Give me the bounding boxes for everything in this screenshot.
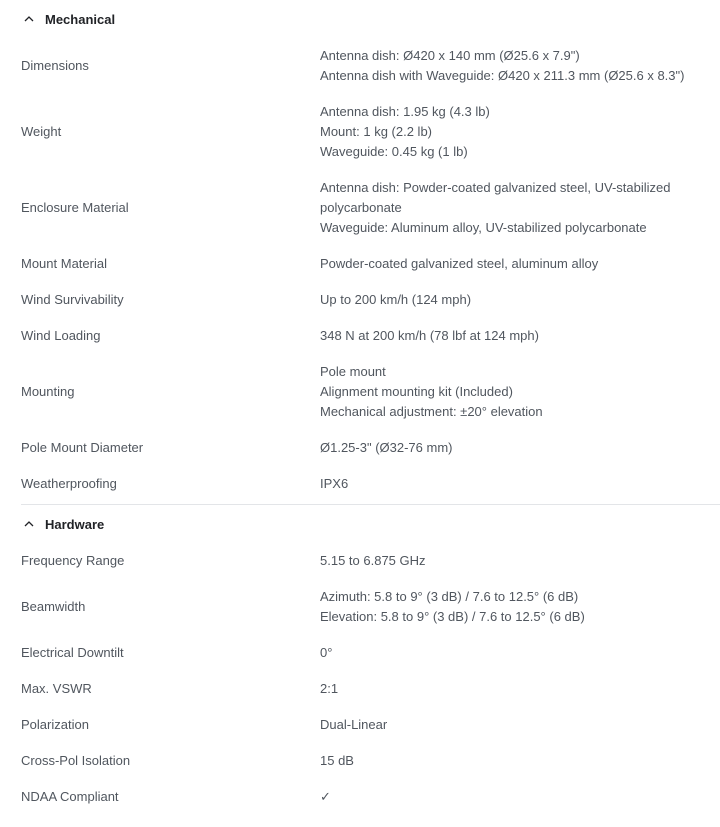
spec-label: Enclosure Material (21, 200, 129, 215)
section-title: Hardware (45, 516, 105, 532)
spec-value (320, 715, 720, 735)
spec-value (320, 587, 720, 627)
spec-value (320, 787, 720, 807)
spec-value (320, 551, 720, 571)
spec-value-line: Up to 200 km/h (124 mph) (320, 292, 472, 307)
spec-value-line: Waveguide: Aluminum alloy, UV-stabilized polycarbonate (320, 220, 647, 235)
spec-value-line: Antenna dish: 1.95 kg (4.3 lb) (320, 104, 490, 119)
spec-row (21, 430, 720, 466)
spec-row (21, 354, 720, 430)
spec-row (21, 779, 720, 815)
spec-label: Wind Loading (21, 328, 101, 343)
spec-value (320, 362, 720, 422)
spec-value-line: Elevation: 5.8 to 9° (3 dB) / 7.6 to 12.5° (6 dB) (320, 609, 585, 624)
spec-row (21, 282, 720, 318)
section-header-hardware[interactable] (21, 505, 720, 543)
spec-value-line: 5.15 to 6.875 GHz (320, 553, 426, 568)
spec-value-line: ✓ (320, 789, 331, 804)
spec-row (21, 579, 720, 635)
spec-value-line: 348 N at 200 km/h (78 lbf at 124 mph) (320, 328, 539, 343)
spec-value-line: Mechanical adjustment: ±20° elevation (320, 404, 543, 419)
spec-label: Dimensions (21, 58, 89, 73)
spec-value-line: Ø1.25-3" (Ø32-76 mm) (320, 440, 453, 455)
spec-row (21, 671, 720, 707)
spec-value (320, 102, 720, 162)
spec-label: NDAA Compliant (21, 789, 119, 804)
spec-value-line: Waveguide: 0.45 kg (1 lb) (320, 144, 468, 159)
spec-row (21, 318, 720, 354)
spec-value-line: Powder-coated galvanized steel, aluminum alloy (320, 256, 599, 271)
spec-value-line: Dual-Linear (320, 717, 388, 732)
spec-value (320, 474, 720, 494)
spec-label: Frequency Range (21, 553, 125, 568)
spec-label: Mounting (21, 384, 75, 399)
spec-label: Beamwidth (21, 599, 86, 614)
spec-value-line: 15 dB (320, 753, 354, 768)
spec-label: Electrical Downtilt (21, 645, 124, 660)
section-hardware (0, 505, 720, 815)
section-header-mechanical[interactable] (21, 0, 720, 38)
spec-row (21, 170, 720, 246)
spec-label: Cross-Pol Isolation (21, 753, 131, 768)
spec-label: Weight (21, 124, 62, 139)
spec-row (21, 543, 720, 579)
spec-label: Pole Mount Diameter (21, 440, 144, 455)
spec-value (320, 751, 720, 771)
spec-label: Wind Survivability (21, 292, 124, 307)
spec-rows-mechanical (21, 38, 720, 502)
spec-value-line: Pole mount (320, 364, 386, 379)
spec-value-line: Alignment mounting kit (Included) (320, 384, 513, 399)
spec-value-line: Azimuth: 5.8 to 9° (3 dB) / 7.6 to 12.5° (6 dB) (320, 589, 579, 604)
spec-value (320, 46, 720, 86)
spec-value-line: Antenna dish: Ø420 x 140 mm (Ø25.6 x 7.9") (320, 48, 580, 63)
spec-label: Weatherproofing (21, 476, 117, 491)
section-title: Mechanical (45, 11, 116, 27)
spec-value-line: Mount: 1 kg (2.2 lb) (320, 124, 432, 139)
spec-row (21, 707, 720, 743)
spec-value (320, 679, 720, 699)
spec-value (320, 290, 720, 310)
spec-rows-hardware (21, 543, 720, 815)
spec-value-line: IPX6 (320, 476, 349, 491)
spec-value (320, 178, 720, 238)
spec-value-line: 2:1 (320, 681, 339, 696)
spec-row (21, 635, 720, 671)
spec-value-line: Antenna dish with Waveguide: Ø420 x 211.3 mm (Ø25.6 x 8.3") (320, 68, 685, 83)
spec-value (320, 254, 720, 274)
spec-row (21, 38, 720, 94)
spec-row (21, 466, 720, 502)
spec-label: Polarization (21, 717, 89, 732)
chevron-up-icon (24, 14, 34, 24)
spec-value-line: Antenna dish: Powder-coated galvanized steel, UV-stabilized polycarbonate (320, 180, 671, 215)
spec-value (320, 326, 720, 346)
spec-row (21, 743, 720, 779)
spec-row (21, 246, 720, 282)
spec-value-line: 0° (320, 645, 333, 660)
chevron-up-icon (24, 519, 34, 529)
spec-label: Mount Material (21, 256, 107, 271)
spec-label: Max. VSWR (21, 681, 92, 696)
spec-row (21, 94, 720, 170)
spec-value (320, 438, 720, 458)
spec-value (320, 643, 720, 663)
